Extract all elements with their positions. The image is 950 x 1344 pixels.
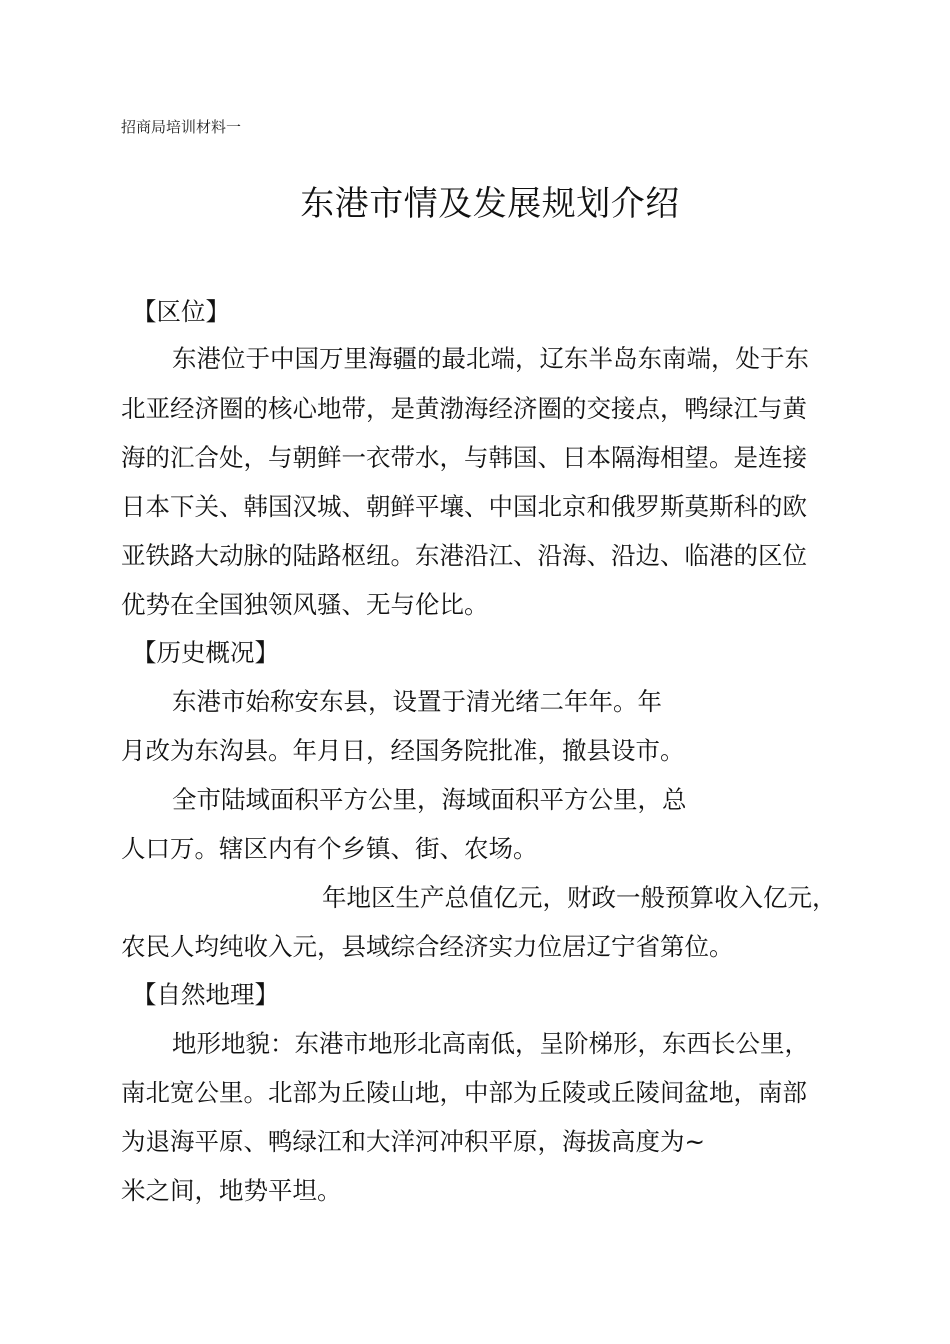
section-heading-history: 【历史概况】 [132, 638, 279, 667]
section-heading-location: 【区位】 [132, 297, 230, 326]
paragraph-line: 人口万。辖区内有个乡镇、街、农场。 [121, 834, 538, 863]
paragraph-line: 北亚经济圈的核心地带，是黄渤海经济圈的交接点，鸭绿江与黄 [121, 394, 807, 423]
paragraph-line: 为退海平原、鸭绿江和大洋河冲积平原，海拔高度为~ [121, 1127, 706, 1156]
paragraph-line: 月改为东沟县。年月日，经国务院批准，撤县设市。 [121, 736, 685, 765]
paragraph-line: 米之间，地势平坦。 [121, 1176, 342, 1205]
paragraph-line: 全市陆域面积平方公里，海域面积平方公里，总 [172, 785, 687, 814]
paragraph-line: 东港位于中国万里海疆的最北端，辽东半岛东南端，处于东 [172, 344, 809, 373]
paragraph-line: 日本下关、韩国汉城、朝鲜平壤、中国北京和俄罗斯莫斯科的欧 [121, 492, 807, 521]
paragraph-line: 优势在全国独领风骚、无与伦比。 [121, 590, 489, 619]
document-title: 东港市情及发展规划介绍 [300, 184, 680, 224]
paragraph-line: 亚铁路大动脉的陆路枢纽。东港沿江、沿海、沿边、临港的区位 [121, 541, 807, 570]
paragraph-line: 地形地貌：东港市地形北高南低，呈阶梯形，东西长公里， [172, 1029, 809, 1058]
paragraph-line: 海的汇合处，与朝鲜一衣带水，与韩国、日本隔海相望。是连接 [121, 443, 807, 472]
section-heading-geography: 【自然地理】 [132, 980, 279, 1009]
paragraph-line: 年地区生产总值亿元，财政一般预算收入亿元， [322, 883, 837, 912]
header-note: 招商局培训材料一 [121, 118, 242, 136]
paragraph-line: 农民人均纯收入元，县域综合经济实力位居辽宁省第位。 [121, 932, 734, 961]
paragraph-line: 东港市始称安东县，设置于清光绪二年年。年 [172, 687, 662, 716]
paragraph-line: 南北宽公里。北部为丘陵山地，中部为丘陵或丘陵间盆地，南部 [121, 1078, 807, 1107]
